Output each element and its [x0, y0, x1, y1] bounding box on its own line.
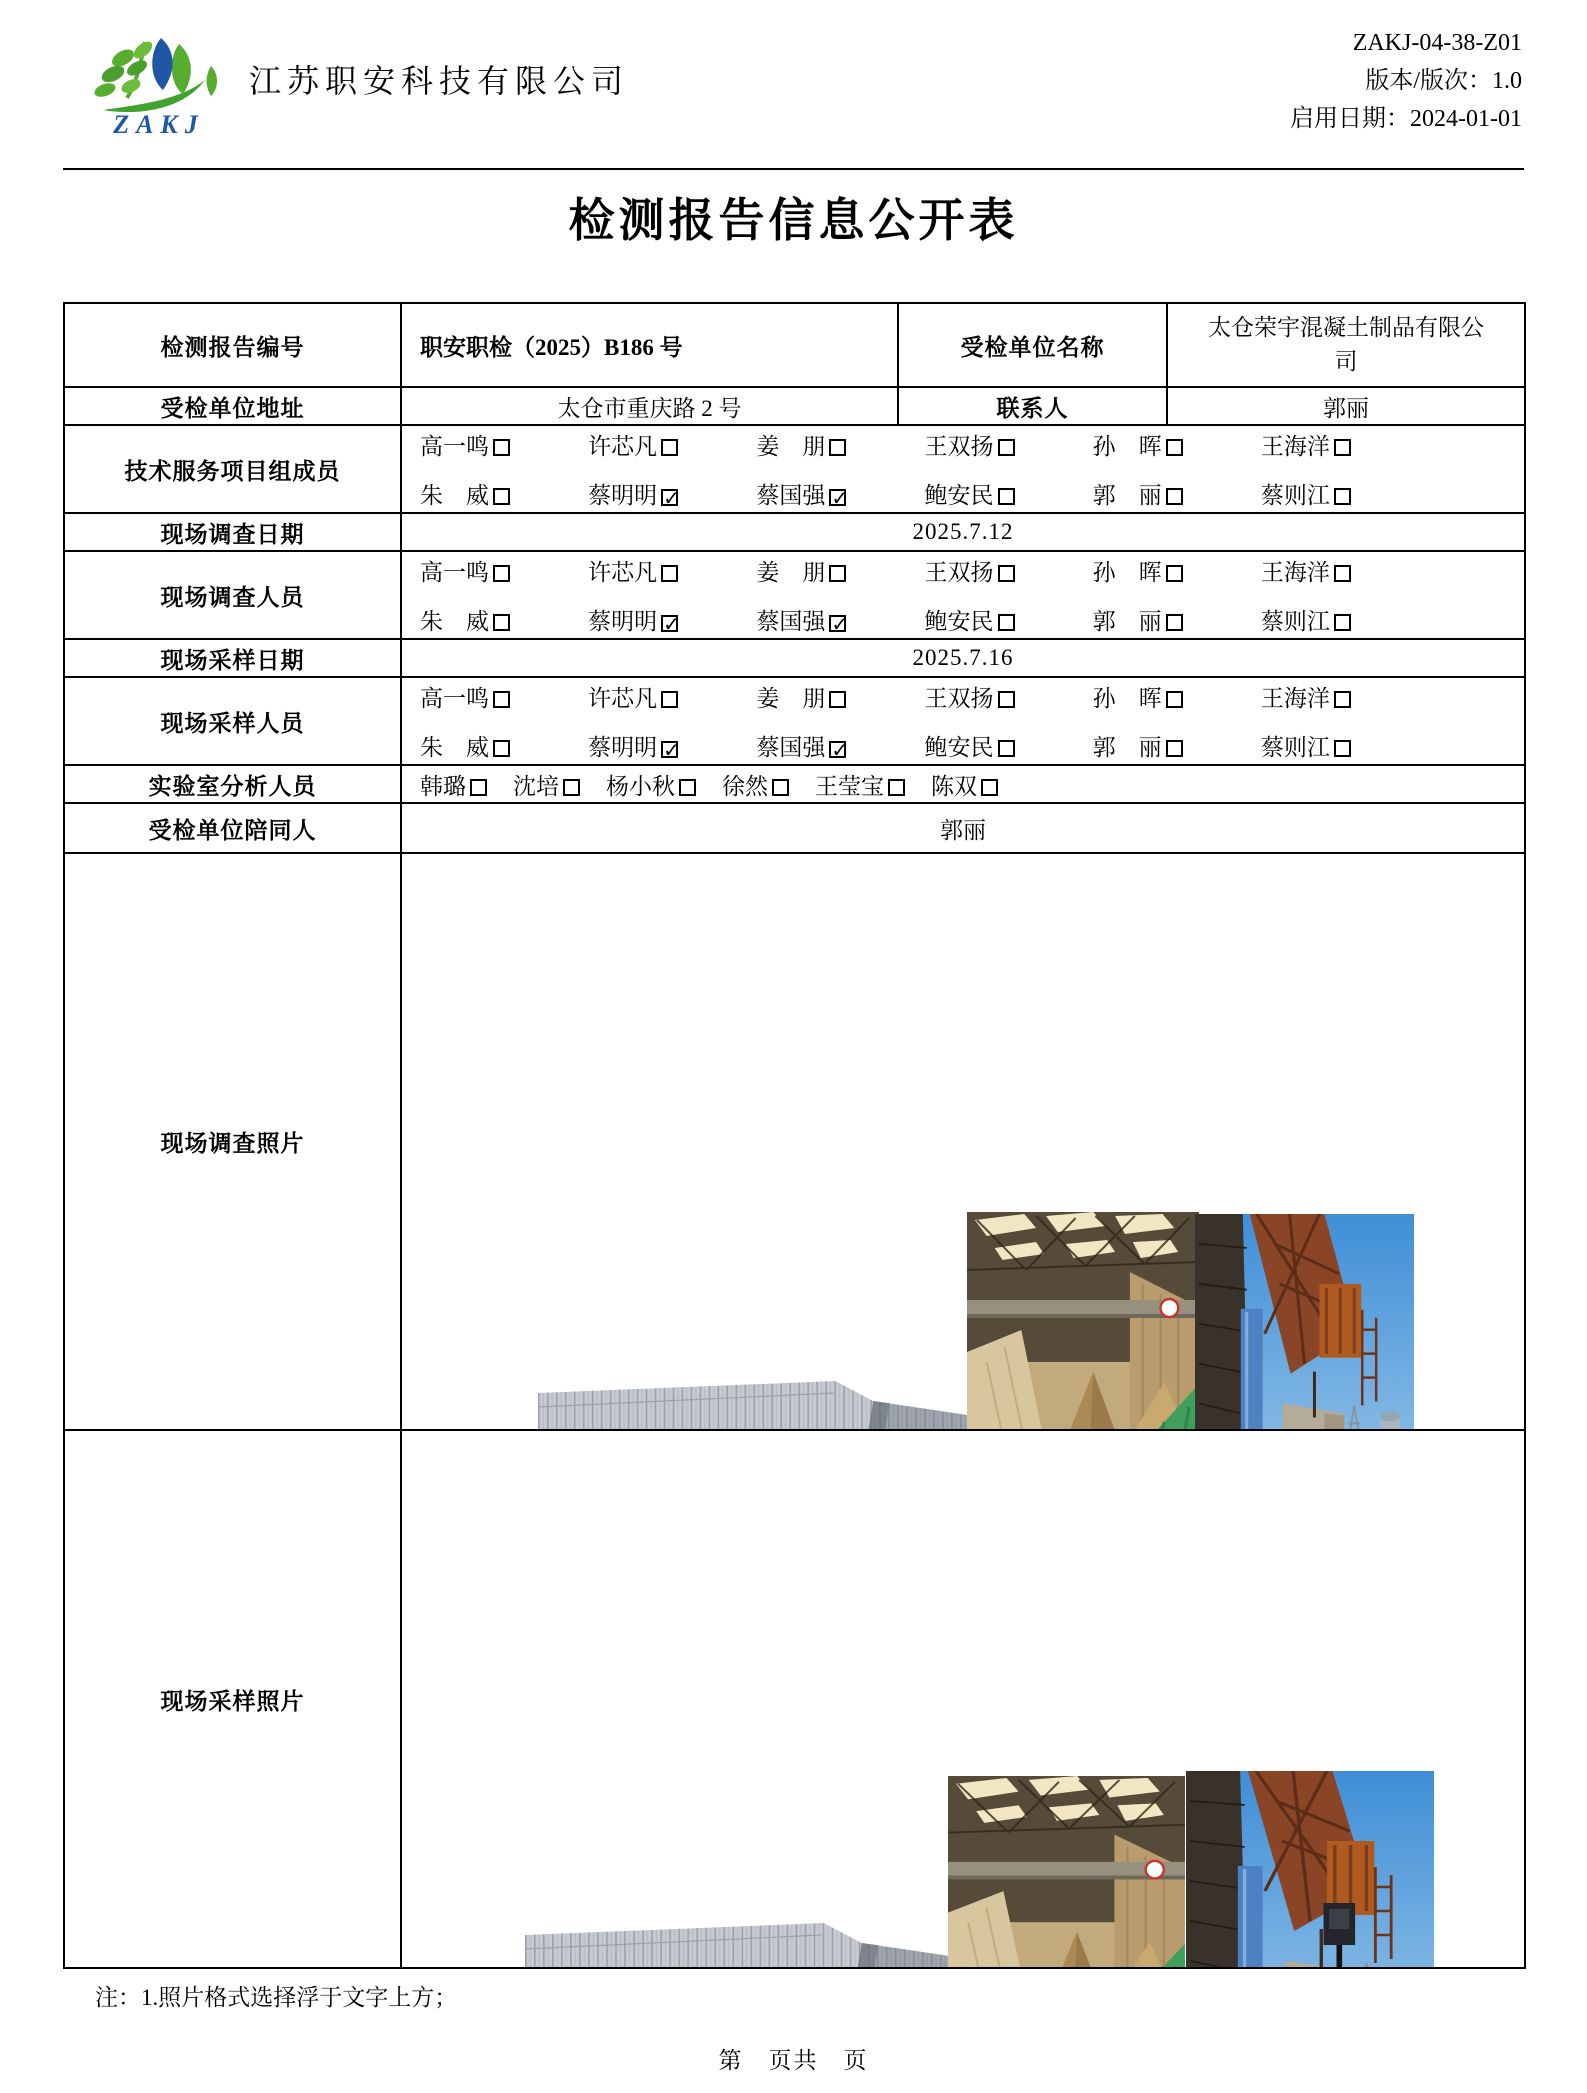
member-item [420, 729, 588, 762]
checkbox-icon[interactable] [1334, 691, 1351, 708]
team-members-cell [401, 425, 1525, 513]
member-item [925, 477, 1093, 510]
member-item [1093, 680, 1261, 713]
sampling-date-value: 2025.7.16 [401, 639, 1525, 677]
checkbox-icon[interactable] [1166, 614, 1183, 631]
member-name: 蔡国强 [756, 609, 826, 634]
row-lab-staff [64, 765, 1525, 803]
survey-staff-line2 [402, 603, 1524, 636]
member-name: 王海洋 [1260, 686, 1330, 711]
row-survey-photos [64, 853, 1525, 1430]
photo-dock-crane [1195, 1214, 1414, 1431]
checkbox-icon[interactable] [493, 565, 510, 582]
checkbox-icon[interactable] [1166, 565, 1183, 582]
member-name: 蔡明明 [588, 609, 658, 634]
member-name: 王双扬 [924, 434, 994, 459]
member-name: 许芯凡 [588, 686, 658, 711]
member-item [588, 729, 756, 762]
photo-warehouse-interior [967, 1212, 1199, 1431]
member-name: 孙 晖 [1092, 686, 1162, 711]
member-name: 郭 丽 [1092, 483, 1162, 508]
member-name: 朱 威 [420, 609, 489, 634]
member-item [756, 477, 924, 510]
sampling-staff-line2 [402, 729, 1524, 762]
member-item [420, 477, 588, 510]
checkbox-icon[interactable] [1334, 565, 1351, 582]
checkbox-icon[interactable] [493, 740, 510, 757]
checkbox-icon[interactable] [563, 779, 580, 796]
checkbox-icon[interactable] [829, 565, 846, 582]
member-item [1261, 729, 1429, 762]
checkbox-checked-icon[interactable]: ✓ [831, 738, 849, 762]
member-item [1093, 428, 1261, 461]
row-team-members [64, 425, 1525, 513]
member-item [588, 680, 756, 713]
member-name: 王双扬 [924, 686, 994, 711]
row-survey-date [64, 513, 1525, 551]
member-item [756, 554, 924, 587]
checkbox-icon[interactable] [661, 439, 678, 456]
doc-version: 版本/版次：1.0 [1365, 68, 1522, 94]
doc-meta-block [1290, 24, 1522, 138]
checkbox-icon[interactable] [493, 439, 510, 456]
checkbox-icon[interactable] [888, 779, 905, 796]
checkbox-icon[interactable] [493, 691, 510, 708]
member-item [1093, 603, 1261, 636]
member-item [588, 554, 756, 587]
checkbox-checked-icon[interactable]: ✓ [663, 738, 680, 762]
accompany-value: 郭丽 [401, 803, 1525, 853]
member-item [1093, 554, 1261, 587]
doc-code: ZAKJ-04-38-Z01 [1352, 30, 1522, 56]
unit-address-label: 受检单位地址 [64, 387, 401, 425]
checkbox-icon[interactable] [998, 614, 1015, 631]
member-name: 高一鸣 [420, 686, 489, 711]
member-name: 鲍安民 [924, 483, 994, 508]
member-name: 蔡则江 [1260, 609, 1330, 634]
company-logo-icon [83, 36, 235, 112]
member-name: 姜 朋 [756, 434, 826, 459]
team-label: 技术服务项目组成员 [64, 425, 401, 513]
lab-staff-cell [401, 765, 1525, 803]
checkbox-checked-icon[interactable]: ✓ [663, 612, 680, 636]
member-item [925, 428, 1093, 461]
member-item [925, 554, 1093, 587]
member-item [756, 603, 924, 636]
checkbox-icon[interactable] [1334, 614, 1351, 631]
checkbox-icon[interactable] [661, 691, 678, 708]
contact-label: 联系人 [898, 387, 1167, 425]
checkbox-icon[interactable] [661, 565, 678, 582]
row-unit-address [64, 387, 1525, 425]
unit-address-value: 太仓市重庆路 2 号 [401, 387, 898, 425]
checkbox-checked-icon[interactable]: ✓ [831, 612, 849, 636]
member-item [925, 729, 1093, 762]
checkbox-icon[interactable] [493, 488, 510, 505]
row-sampling-photos [64, 1430, 1525, 1968]
page-title: 检测报告信息公开表 [568, 195, 1019, 246]
survey-photos-label: 现场调查照片 [64, 853, 401, 1430]
checkbox-icon[interactable] [1334, 488, 1351, 505]
checkbox-icon[interactable] [1334, 439, 1351, 456]
member-name: 鲍安民 [924, 735, 994, 760]
member-item [420, 428, 588, 461]
contact-value: 郭丽 [1167, 387, 1525, 425]
lab-staff-label: 实验室分析人员 [64, 765, 401, 803]
sampling-staff-line1 [402, 680, 1524, 713]
doc-header [63, 0, 1524, 170]
logo-text: ZAKJ [113, 110, 205, 139]
checkbox-checked-icon[interactable]: ✓ [663, 486, 680, 510]
member-item [815, 768, 905, 801]
member-name: 蔡国强 [756, 483, 826, 508]
checkbox-icon[interactable] [998, 439, 1015, 456]
checkbox-icon[interactable] [679, 779, 696, 796]
photo-handheld-meter [948, 1776, 1185, 1968]
checkbox-icon[interactable] [1166, 740, 1183, 757]
member-name: 许芯凡 [588, 560, 658, 585]
member-item [1261, 603, 1429, 636]
sampling-staff-label: 现场采样人员 [64, 677, 401, 765]
photo-factory-wall-sign [538, 1377, 967, 1431]
member-name: 蔡明明 [588, 483, 658, 508]
member-item [420, 680, 588, 713]
member-name: 孙 晖 [1092, 434, 1162, 459]
member-item [1261, 680, 1429, 713]
row-sampling-date [64, 639, 1525, 677]
checkbox-icon[interactable] [998, 691, 1015, 708]
member-item [756, 428, 924, 461]
member-name: 王双扬 [924, 560, 994, 585]
survey-photos-cell [401, 853, 1525, 1430]
row-sampling-staff [64, 677, 1525, 765]
survey-staff-label: 现场调查人员 [64, 551, 401, 639]
team-members-line1 [402, 428, 1524, 461]
doc-enable-date: 启用日期：2024-01-01 [1290, 106, 1522, 132]
report-no-label: 检测报告编号 [64, 303, 401, 387]
member-item [1261, 477, 1429, 510]
member-name: 王海洋 [1260, 560, 1330, 585]
member-item [420, 603, 588, 636]
checkbox-icon[interactable] [998, 488, 1015, 505]
member-item [925, 603, 1093, 636]
checkbox-icon[interactable] [981, 779, 998, 796]
member-name: 许芯凡 [588, 434, 658, 459]
company-name: 江苏职安科技有限公司 [249, 63, 630, 99]
member-name: 王海洋 [1260, 434, 1330, 459]
survey-date-value: 2025.7.12 [401, 513, 1525, 551]
member-name: 徐然 [722, 773, 768, 799]
checkbox-icon[interactable] [829, 439, 846, 456]
member-item [420, 554, 588, 587]
checkbox-icon[interactable] [1166, 488, 1183, 505]
member-name: 沈培 [513, 773, 559, 799]
checkbox-icon[interactable] [1166, 691, 1183, 708]
unit-name-value: 太仓荣宇混凝土制品有限公司 [1167, 303, 1525, 387]
member-name: 朱 威 [420, 735, 489, 760]
unit-name-label: 受检单位名称 [898, 303, 1167, 387]
page-number-footer: 第 页共 页 [718, 2048, 869, 2073]
team-members-line2 [402, 477, 1524, 510]
survey-date-label: 现场调查日期 [64, 513, 401, 551]
member-item [925, 680, 1093, 713]
member-item [588, 603, 756, 636]
member-item [722, 768, 789, 801]
member-item [931, 768, 998, 801]
row-survey-staff [64, 551, 1525, 639]
checkbox-icon[interactable] [772, 779, 789, 796]
member-name: 郭 丽 [1092, 735, 1162, 760]
checkbox-icon[interactable] [998, 740, 1015, 757]
report-no-value: 职安职检（2025）B186 号 [401, 303, 898, 387]
sampling-photos-cell [401, 1430, 1525, 1968]
member-name: 朱 威 [420, 483, 489, 508]
member-item [513, 768, 580, 801]
checkbox-icon[interactable] [1166, 439, 1183, 456]
member-name: 孙 晖 [1092, 560, 1162, 585]
member-name: 高一鸣 [420, 560, 489, 585]
photo-factory-wall-sign [525, 1919, 956, 1968]
accompany-label: 受检单位陪同人 [64, 803, 401, 853]
checkbox-icon[interactable] [493, 614, 510, 631]
member-item [606, 768, 696, 801]
member-item [588, 477, 756, 510]
member-item [420, 768, 487, 801]
member-name: 陈双 [931, 773, 977, 799]
member-name: 杨小秋 [606, 773, 675, 799]
row-accompany [64, 803, 1525, 853]
member-name: 姜 朋 [756, 560, 826, 585]
member-item [588, 428, 756, 461]
photo-dock-tripod [1186, 1771, 1434, 1968]
survey-staff-cell [401, 551, 1525, 639]
member-name: 蔡则江 [1260, 735, 1330, 760]
member-item [756, 729, 924, 762]
member-name: 韩璐 [420, 773, 466, 799]
member-item [1093, 477, 1261, 510]
member-name: 蔡国强 [756, 735, 826, 760]
checkbox-icon[interactable] [470, 779, 487, 796]
sampling-photos-label: 现场采样照片 [64, 1430, 401, 1968]
member-item [1093, 729, 1261, 762]
row-report-no [64, 303, 1525, 387]
member-name: 蔡明明 [588, 735, 658, 760]
checkbox-icon[interactable] [829, 691, 846, 708]
member-name: 姜 朋 [756, 686, 826, 711]
member-name: 蔡则江 [1260, 483, 1330, 508]
lab-staff-list [402, 768, 1524, 801]
checkbox-checked-icon[interactable]: ✓ [831, 486, 849, 510]
sampling-date-label: 现场采样日期 [64, 639, 401, 677]
member-item [1261, 428, 1429, 461]
member-name: 王莹宝 [815, 773, 884, 799]
member-name: 高一鸣 [420, 434, 489, 459]
sampling-staff-cell [401, 677, 1525, 765]
member-name: 鲍安民 [924, 609, 994, 634]
member-name: 郭 丽 [1092, 609, 1162, 634]
survey-staff-line1 [402, 554, 1524, 587]
checkbox-icon[interactable] [998, 565, 1015, 582]
report-info-table [63, 302, 1526, 1969]
checkbox-icon[interactable] [1334, 740, 1351, 757]
member-item [756, 680, 924, 713]
member-item [1261, 554, 1429, 587]
footnote: 注：1.照片格式选择浮于文字上方； [95, 1985, 458, 2010]
